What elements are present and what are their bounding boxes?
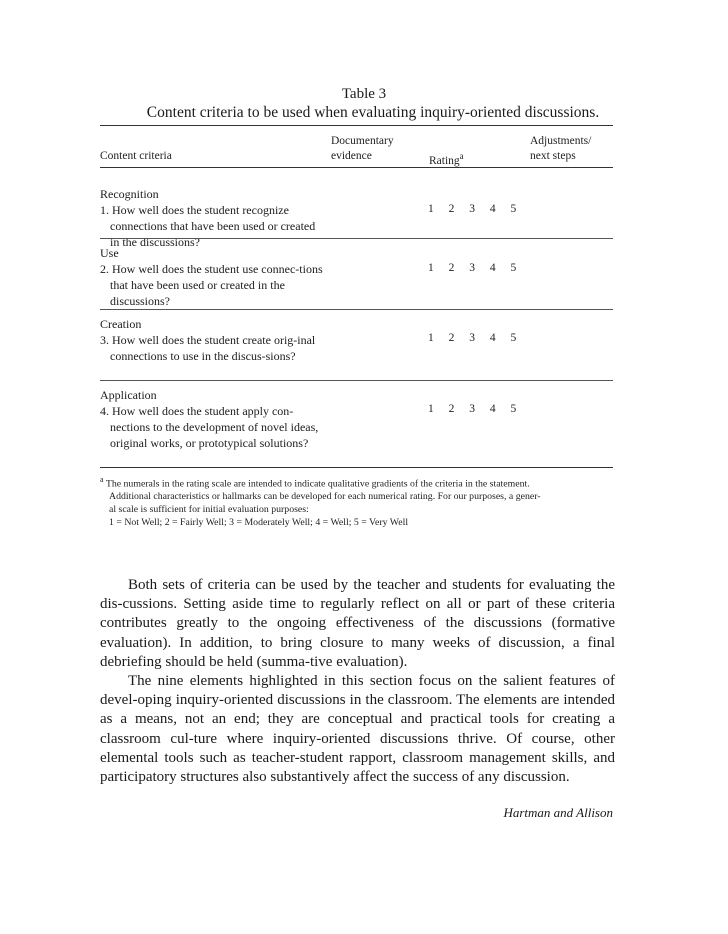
row-heading: Creation xyxy=(100,317,142,331)
row-heading: Application xyxy=(100,388,157,402)
header-rating-sup: a xyxy=(459,151,464,161)
header-rating-label: Rating xyxy=(429,154,460,167)
rating-scale: 1 2 3 4 5 xyxy=(428,403,523,415)
criteria-row-use xyxy=(100,245,325,309)
table-number: Table 3 xyxy=(341,86,387,102)
row-divider xyxy=(100,309,613,310)
rating-scale: 1 2 3 4 5 xyxy=(428,262,523,274)
row-divider xyxy=(100,238,613,239)
footnote-line xyxy=(100,473,620,490)
criteria-row-creation xyxy=(100,316,325,364)
row-item: 1. How well does the student recognize connections that have been used or created in the discussions? xyxy=(100,203,316,249)
criteria-row-application xyxy=(100,387,325,451)
header-documentary-evidence xyxy=(331,134,394,164)
header-documentary-line2: evidence xyxy=(331,150,372,162)
row-heading: Use xyxy=(100,246,119,260)
body-paragraph-2: The nine elements highlighted in this section focus on the salient features of devel-oping inquiry-oriented discussions in the classroom. The elements are intended as a means, not an end; they are conceptual and practical tools for creating a classroom cul-ture where inquiry-oriented discussions thrive. Of course, other elemental tools such as teacher-student rapport, classroom management skills, and participatory structures also substantively affect the success of any discussion. xyxy=(100,673,615,786)
rating-scale: 1 2 3 4 5 xyxy=(428,203,523,215)
header-adjustments-line1: Adjustments/ xyxy=(530,135,592,147)
table-title: Content criteria to be used when evaluating inquiry-oriented discussions. xyxy=(146,104,600,121)
footnote-text-2: Additional characteristics or hallmarks can be developed for each numerical rating. For our purposes, a gener- xyxy=(109,491,541,503)
header-rating xyxy=(429,149,464,169)
header-content-criteria: Content criteria xyxy=(100,150,172,162)
footnote-marker: a xyxy=(100,475,104,484)
criteria-row-recognition xyxy=(100,186,325,250)
footnote-text-4: 1 = Not Well; 2 = Fairly Well; 3 = Moderately Well; 4 = Well; 5 = Very Well xyxy=(109,517,409,529)
row-item: 4. How well does the student apply con-nections to the development of novel ideas, original works, or prototypical solutions? xyxy=(100,404,319,450)
header-documentary-line1: Documentary xyxy=(331,135,394,147)
row-item: 3. How well does the student create orig-inal connections to use in the discus-sions? xyxy=(100,333,316,363)
table-footnote xyxy=(100,473,620,529)
table-bottom-rule xyxy=(100,467,613,468)
rating-scale: 1 2 3 4 5 xyxy=(428,332,523,344)
row-heading: Recognition xyxy=(100,187,159,201)
header-adjustments-line2: next steps xyxy=(530,150,576,162)
row-item: 2. How well does the student use connec-tions that have been used or created in the discussions? xyxy=(100,262,323,308)
footnote-text-3: al scale is sufficient for initial evaluation purposes: xyxy=(109,504,309,516)
body-paragraph-1: Both sets of criteria can be used by the teacher and students for evaluating the dis-cussions. Setting aside time to regularly reflect on all or part of these criteria contributes greatly to the ongoing effectiveness of the discussions (formative evaluation). In addition, to bring closure to many weeks of discussion, a final debriefing should be held (summa-tive evaluation). xyxy=(100,577,615,670)
footer-author: Hartman and Allison xyxy=(503,805,613,820)
footnote-text-1: The numerals in the rating scale are intended to indicate qualitative gradients of the criteria in the statement. xyxy=(105,478,530,490)
table-top-rule xyxy=(100,125,613,126)
body-text xyxy=(100,576,615,787)
header-adjustments xyxy=(530,134,591,164)
row-divider xyxy=(100,380,613,381)
header-bottom-rule xyxy=(100,167,613,168)
